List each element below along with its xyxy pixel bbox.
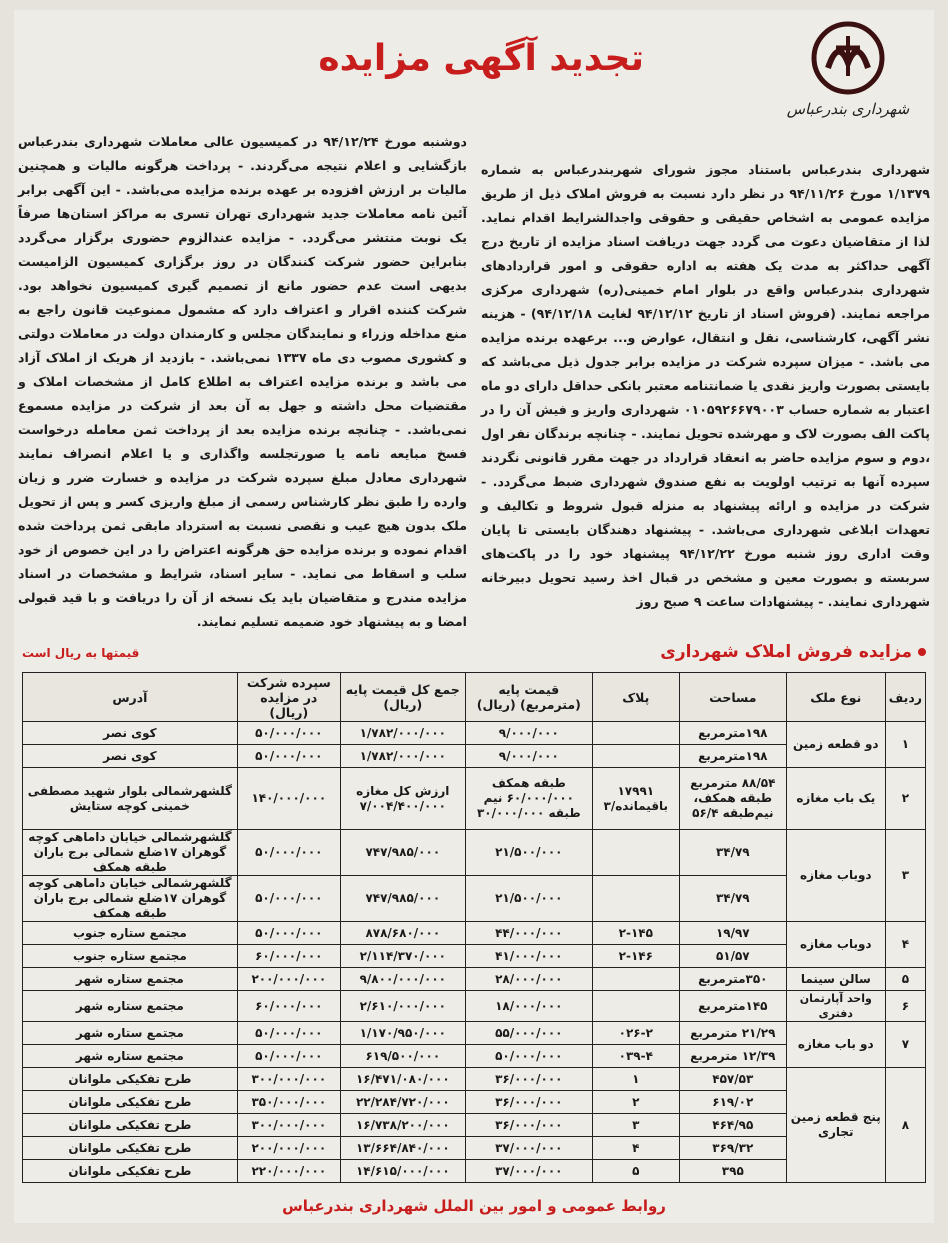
table-row: [23, 991, 926, 1022]
table-title: مزایده فروش املاک شهرداری: [660, 642, 912, 662]
total-price-cell: ۱۶/۷۳۸/۲۰۰/۰۰۰: [340, 1114, 465, 1137]
plate-cell: ۱۷۹۹۱ باقیمانده/۳: [592, 768, 679, 830]
area-cell: ۶۱۹/۰۲: [679, 1091, 786, 1114]
plate-cell: ۰۲۶-۲: [592, 1022, 679, 1045]
base-price-cell: ۳۷/۰۰۰/۰۰۰: [465, 1137, 592, 1160]
area-cell: ۱۲/۳۹ مترمربع: [679, 1045, 786, 1068]
deposit-cell: ۶۰/۰۰۰/۰۰۰: [237, 991, 340, 1022]
deposit-cell: ۱۴۰/۰۰۰/۰۰۰: [237, 768, 340, 830]
body-right-column: [481, 130, 930, 630]
property-type: دو باب مغازه: [786, 1022, 885, 1068]
table-heading: [22, 642, 926, 664]
plate-cell: ۳: [592, 1114, 679, 1137]
deposit-cell: ۵۰/۰۰۰/۰۰۰: [237, 830, 340, 876]
base-price-cell: ۳۶/۰۰۰/۰۰۰: [465, 1091, 592, 1114]
area-cell: ۱۹۸مترمربع: [679, 722, 786, 745]
plate-cell: ۴: [592, 1137, 679, 1160]
base-price-cell: ۲۸/۰۰۰/۰۰۰: [465, 968, 592, 991]
properties-table: [22, 672, 926, 1183]
total-price-cell: ۱/۱۷۰/۹۵۰/۰۰۰: [340, 1022, 465, 1045]
row-number: ۸: [885, 1068, 925, 1183]
address-cell: مجتمع ستاره شهر: [23, 1045, 238, 1068]
property-type: دوباب مغازه: [786, 830, 885, 922]
base-price-cell: ۳۶/۰۰۰/۰۰۰: [465, 1068, 592, 1091]
total-price-cell: ۷۴۷/۹۸۵/۰۰۰: [340, 830, 465, 876]
deposit-cell: ۵۰/۰۰۰/۰۰۰: [237, 876, 340, 922]
plate-cell: [592, 876, 679, 922]
base-price-cell: ۵۰/۰۰۰/۰۰۰: [465, 1045, 592, 1068]
area-cell: ۴۵۷/۵۳: [679, 1068, 786, 1091]
address-cell: مجتمع ستاره جنوب: [23, 945, 238, 968]
area-cell: ۵۱/۵۷: [679, 945, 786, 968]
property-type: دوباب مغازه: [786, 922, 885, 968]
plate-cell: [592, 745, 679, 768]
address-cell: طرح تفکیکی ملوانان: [23, 1160, 238, 1183]
newspaper-ad: [14, 10, 934, 1223]
table-row: [23, 1068, 926, 1091]
row-number: ۴: [885, 922, 925, 968]
deposit-cell: ۲۰۰/۰۰۰/۰۰۰: [237, 968, 340, 991]
row-number: ۲: [885, 768, 925, 830]
table-row: [23, 1022, 926, 1045]
address-cell: طرح تفکیکی ملوانان: [23, 1068, 238, 1091]
deposit-cell: ۵۰/۰۰۰/۰۰۰: [237, 745, 340, 768]
total-price-cell: ۲۲/۲۸۴/۷۲۰/۰۰۰: [340, 1091, 465, 1114]
plate-cell: [592, 830, 679, 876]
body-left-column: [18, 130, 467, 630]
plate-cell: [592, 991, 679, 1022]
base-price-cell: ۲۱/۵۰۰/۰۰۰: [465, 876, 592, 922]
address-cell: گلشهرشمالی بلوار شهید مصطفی خمینی کوچه ستایش: [23, 768, 238, 830]
plate-cell: ۲: [592, 1091, 679, 1114]
total-price-cell: ۱۴/۶۱۵/۰۰۰/۰۰۰: [340, 1160, 465, 1183]
property-type: واحد آپارتمان دفتری: [786, 991, 885, 1022]
col-header-row-number: ردیف: [885, 673, 925, 722]
address-cell: طرح تفکیکی ملوانان: [23, 1137, 238, 1160]
bullet-icon: [918, 648, 926, 656]
row-number: ۵: [885, 968, 925, 991]
ad-header: [14, 10, 934, 145]
address-cell: کوی نصر: [23, 745, 238, 768]
base-price-cell: ۵۵/۰۰۰/۰۰۰: [465, 1022, 592, 1045]
deposit-cell: ۵۰/۰۰۰/۰۰۰: [237, 1022, 340, 1045]
deposit-cell: ۳۰۰/۰۰۰/۰۰۰: [237, 1114, 340, 1137]
plate-cell: ۵: [592, 1160, 679, 1183]
base-price-cell: طبقه همکف ۶۰/۰۰۰/۰۰۰ نیم طبقه ۳۰/۰۰۰/۰۰۰: [465, 768, 592, 830]
ad-body: [18, 130, 930, 630]
base-price-cell: ۹/۰۰۰/۰۰۰: [465, 722, 592, 745]
address-cell: کوی نصر: [23, 722, 238, 745]
table-row: [23, 768, 926, 830]
table-row: [23, 922, 926, 945]
property-type: یک باب مغازه: [786, 768, 885, 830]
total-price-cell: ۲/۶۱۰/۰۰۰/۰۰۰: [340, 991, 465, 1022]
area-cell: ۱۴۵مترمربع: [679, 991, 786, 1022]
col-header-property-type: نوع ملک: [786, 673, 885, 722]
table-title-wrap: [660, 642, 926, 662]
deposit-cell: ۳۵۰/۰۰۰/۰۰۰: [237, 1091, 340, 1114]
area-cell: ۱۹۸مترمربع: [679, 745, 786, 768]
total-price-cell: ۸۷۸/۶۸۰/۰۰۰: [340, 922, 465, 945]
property-type: دو قطعه زمین: [786, 722, 885, 768]
col-header-area: مساحت: [679, 673, 786, 722]
base-price-cell: ۴۱/۰۰۰/۰۰۰: [465, 945, 592, 968]
area-cell: ۸۸/۵۴ مترمربع طبقه همکف، نیم‌طبقه ۵۶/۴: [679, 768, 786, 830]
total-price-cell: ۱/۷۸۲/۰۰۰/۰۰۰: [340, 745, 465, 768]
row-number: ۶: [885, 991, 925, 1022]
address-cell: مجتمع ستاره شهر: [23, 1022, 238, 1045]
body-right-text: شهرداری بندرعباس باستناد مجوز شورای شهربندرعباس به شماره ۱/۱۳۷۹ مورخ ۹۴/۱۱/۲۶ در نظر دارد نسبت به فروش املاک ذیل از طریق مزایده عمومی به اشخاص حقیقی و حقوقی واجدالشرایط اقدام نماید. لذا از متقاضیان دعوت می گردد جهت دریافت اسناد مزایده از تاریخ درج آگهی حداکثر به مدت یک هفته به اداره حقوقی و امور قراردادهای شهرداری بندرعباس واقع در بلوار امام خمینی(ره) شهرداری مرکزی مراجعه نمایند. (فروش اسناد از تاریخ ۹۴/۱۲/۱۲ لغایت ۹۴/۱۲/۱۸) - هزینه نشر آگهی، کارشناسی، نقل و انتقال، عوارض و... برعهده برنده مزایده می باشد. - میزان سپرده شرکت در مزایده برابر جدول ذیل می‌باشد که بایستی بصورت واریز نقدی یا ضمانتنامه معتبر بانکی حداقل دارای دو ماه اعتبار به شماره حساب ۰۱۰۵۹۲۶۶۷۹۰۰۳ شهرداری واریز و فیش آن را در پاکت الف بصورت لاک و مهرشده تحویل نمایند. - چنانچه برندگان نفر اول ،دوم و سوم مزایده حاضر به انعقاد قرارداد در جهت مقرر قانونی نگردند سپرده آنها به ترتیب اولویت به نفع صندوق شهرداری ضبط می‌گردد. - شرکت در مزایده و ارائه پیشنهاد به منزله قبول شروط و تکالیف و تعهدات ابلاغی شهرداری می‌باشد. - پیشنهاد دهندگان بایستی تا پایان وقت اداری روز شنبه مورخ ۹۴/۱۲/۲۲ پیشنهاد خود را در پاکت‌های سربسته و بصورت معین و مشخص در قبال اخذ رسید تحویل دبیرخانه شهرداری نمایند. - پیشنهادات ساعت ۹ صبح روز: [481, 162, 931, 609]
total-price-cell: ۱۶/۴۷۱/۰۸۰/۰۰۰: [340, 1068, 465, 1091]
property-type: پنج قطعه زمین تجاری: [786, 1068, 885, 1183]
col-header-plate: پلاک: [592, 673, 679, 722]
address-cell: طرح تفکیکی ملوانان: [23, 1114, 238, 1137]
total-price-cell: ۶۱۹/۵۰۰/۰۰۰: [340, 1045, 465, 1068]
base-price-cell: ۳۷/۰۰۰/۰۰۰: [465, 1160, 592, 1183]
row-number: ۷: [885, 1022, 925, 1068]
total-price-cell: ۱۳/۶۶۴/۸۴۰/۰۰۰: [340, 1137, 465, 1160]
table-header-row: [23, 673, 926, 722]
table-row: [23, 830, 926, 876]
base-price-cell: ۱۸/۰۰۰/۰۰۰: [465, 991, 592, 1022]
logo-caption: شهرداری بندرعباس: [786, 100, 910, 118]
body-left-text: دوشنبه مورخ ۹۴/۱۲/۲۴ در کمیسیون عالی معاملات شهرداری بندرعباس بازگشایی و اعلام نتیجه می‌گردند. - پرداخت هرگونه مالیات و همچنین مالیات بر ارزش افزوده بر عهده برنده مزایده می‌باشد. - این آگهی برابر آئین نامه معاملات جدید شهرداری تهران تسری به مراکز استان‌ها صرفاً یک نوبت منتشر می‌گردد. - مزایده عندالزوم حضوری برگزار می‌گردد بنابراین حضور شرکت کنندگان در روز برگزاری کمیسیون الزامیست بدیهی است عدم حضور مانع از تصمیم گیری کمیسیون نخواهد بود. شرکت کننده اقرار و اعتراف دارد که مشمول ممنوعیت قانون راجع به منع مداخله وزراء و نمایندگان مجلس و کارمندان دولت در معاملات دولتی و کشوری مصوب دی ماه ۱۳۳۷ نمی‌باشد. - بازدید از هریک از املاک آزاد می باشد و برنده مزایده اعتراف به اطلاع کامل از مشخصات املاک و مقتضیات محل داشته و جهل به آن بعد از شرکت در مزایده مسموع نمی‌باشد. - چنانچه برنده مزایده بعد از پرداخت ثمن معامله درخواست فسخ مبایعه نامه یا صورتجلسه واگذاری و یا اعلام انصراف نمایند شهرداری معادل مبلغ سپرده شرکت در مزایده و خسارت ضرر و زیان وارده را طبق نظر کارشناس رسمی از مبلغ واریزی کسر و پس از تحویل ملک بدون هیچ عیب و نقصی نسبت به استرداد مابقی ثمن پرداخت شده اقدام نموده و برنده مزایده حق هرگونه اعتراض را در این خصوص از خود سلب و اسقاط می نماید. - سایر اسناد، شرایط و مشخصات در اسناد مزایده مندرج و متقاضیان باید یک نسخه از آن را دریافت و با قید قبولی امضا و به پیشنهاد خود ضمیمه تسلیم نمایند.: [18, 134, 467, 629]
ad-title: تجدید آگهی مزایده: [318, 38, 644, 79]
plate-cell: [592, 722, 679, 745]
base-price-cell: ۴۴/۰۰۰/۰۰۰: [465, 922, 592, 945]
total-price-cell: ۷۴۷/۹۸۵/۰۰۰: [340, 876, 465, 922]
emblem-icon: [808, 18, 888, 98]
col-header-deposit: سپرده شرکت در مزایده (ریال): [237, 673, 340, 722]
col-header-total-price: جمع کل قیمت پایه (ریال): [340, 673, 465, 722]
col-header-address: آدرس: [23, 673, 238, 722]
address-cell: مجتمع ستاره جنوب: [23, 922, 238, 945]
municipality-logo: [778, 18, 918, 143]
base-price-cell: ۲۱/۵۰۰/۰۰۰: [465, 830, 592, 876]
base-price-cell: ۹/۰۰۰/۰۰۰: [465, 745, 592, 768]
plate-cell: ۱: [592, 1068, 679, 1091]
total-price-cell: ۱/۷۸۲/۰۰۰/۰۰۰: [340, 722, 465, 745]
deposit-cell: ۵۰/۰۰۰/۰۰۰: [237, 722, 340, 745]
address-cell: مجتمع ستاره شهر: [23, 968, 238, 991]
total-price-cell: ارزش کل مغازه ۷/۰۰۴/۴۰۰/۰۰۰: [340, 768, 465, 830]
col-header-base-price: قیمت پایه (مترمربع) (ریال): [465, 673, 592, 722]
area-cell: ۳۹۵: [679, 1160, 786, 1183]
address-cell: طرح تفکیکی ملوانان: [23, 1091, 238, 1114]
plate-cell: ۲-۱۴۶: [592, 945, 679, 968]
base-price-cell: ۳۶/۰۰۰/۰۰۰: [465, 1114, 592, 1137]
total-price-cell: ۹/۸۰۰/۰۰۰/۰۰۰: [340, 968, 465, 991]
deposit-cell: ۶۰/۰۰۰/۰۰۰: [237, 945, 340, 968]
plate-cell: ۰۳۹-۴: [592, 1045, 679, 1068]
deposit-cell: ۲۰۰/۰۰۰/۰۰۰: [237, 1137, 340, 1160]
table-row: [23, 722, 926, 745]
area-cell: ۳۵۰مترمربع: [679, 968, 786, 991]
area-cell: ۳۴/۷۹: [679, 830, 786, 876]
total-price-cell: ۲/۱۱۴/۳۷۰/۰۰۰: [340, 945, 465, 968]
ad-footer: روابط عمومی و امور بین الملل شهرداری بندرعباس: [282, 1197, 666, 1215]
row-number: ۱: [885, 722, 925, 768]
deposit-cell: ۳۰۰/۰۰۰/۰۰۰: [237, 1068, 340, 1091]
table-row: [23, 968, 926, 991]
area-cell: ۲۱/۲۹ مترمربع: [679, 1022, 786, 1045]
plate-cell: ۲-۱۴۵: [592, 922, 679, 945]
address-cell: گلشهرشمالی خیابان داماهی کوچه گوهران ۱۷ضلع شمالی برج باران طبقه همکف: [23, 876, 238, 922]
deposit-cell: ۵۰/۰۰۰/۰۰۰: [237, 1045, 340, 1068]
address-cell: گلشهرشمالی خیابان داماهی کوچه گوهران ۱۷ضلع شمالی برج باران طبقه همکف: [23, 830, 238, 876]
row-number: ۳: [885, 830, 925, 922]
deposit-cell: ۵۰/۰۰۰/۰۰۰: [237, 922, 340, 945]
deposit-cell: ۲۲۰/۰۰۰/۰۰۰: [237, 1160, 340, 1183]
area-cell: ۳۶۹/۳۲: [679, 1137, 786, 1160]
area-cell: ۳۴/۷۹: [679, 876, 786, 922]
area-cell: ۱۹/۹۷: [679, 922, 786, 945]
currency-note: قیمتها به ریال است: [22, 646, 140, 660]
property-type: سالن سینما: [786, 968, 885, 991]
plate-cell: [592, 968, 679, 991]
area-cell: ۴۶۴/۹۵: [679, 1114, 786, 1137]
address-cell: مجتمع ستاره شهر: [23, 991, 238, 1022]
